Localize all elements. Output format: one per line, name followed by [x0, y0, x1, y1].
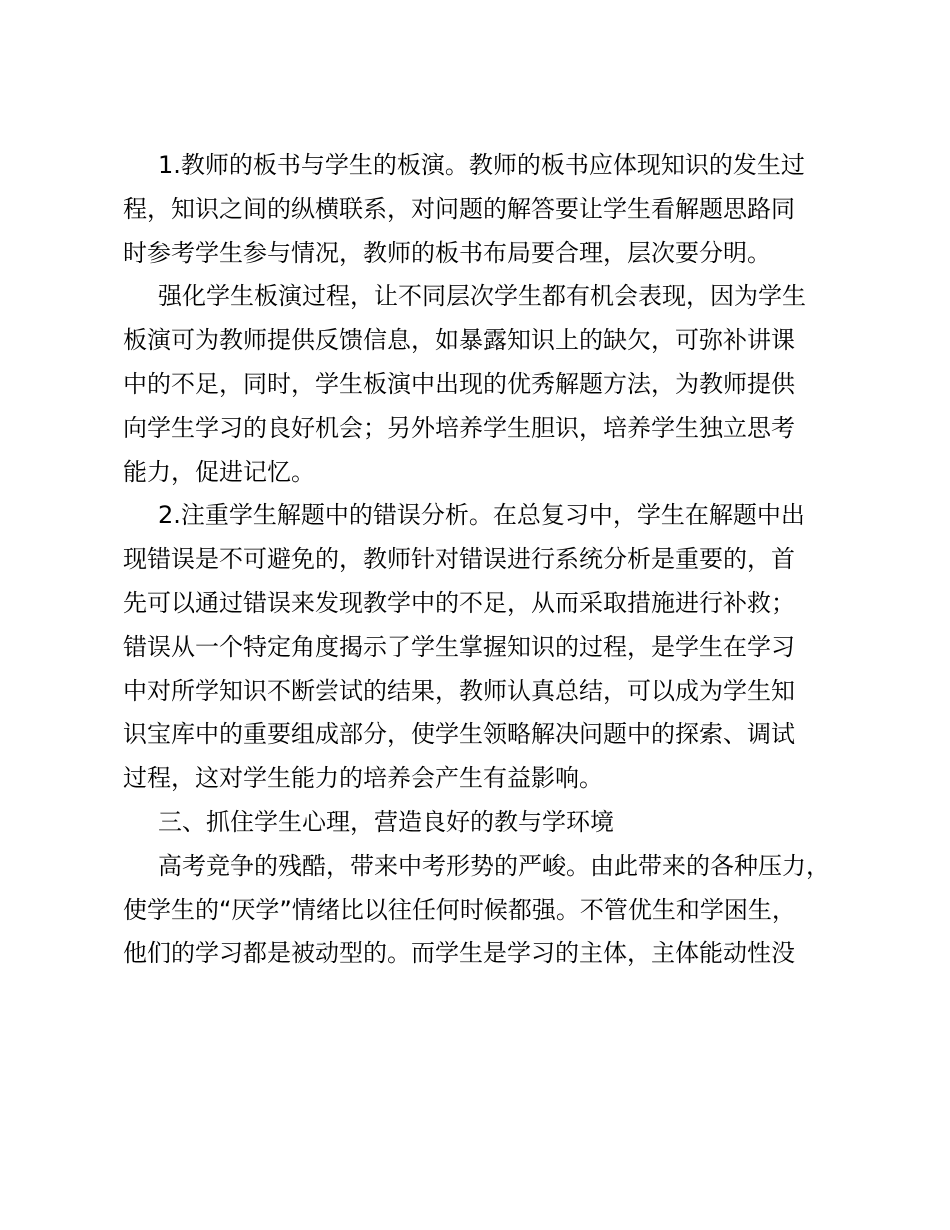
paragraph-3-line-1: 2.注重学生解题中的错误分析。在总复习中，学生在解题中出: [158, 501, 805, 530]
body-text: [123, 144, 835, 976]
paragraph-4-line-1: 高考竞争的残酷，带来中考形势的严峻。由此带来的各种压力，: [158, 851, 830, 880]
paragraph-3-line-3: 先可以通过错误来发现教学中的不足，从而采取措施进行补救；: [123, 588, 795, 617]
paragraph-3-line-4: 错误从一个特定角度揭示了学生掌握知识的过程，是学生在学习: [123, 632, 795, 661]
paragraph-1-line-2: 程，知识之间的纵横联系，对问题的解答要让学生看解题思路同: [123, 194, 795, 223]
paragraph-1-line-1: 1.教师的板书与学生的板演。教师的板书应体现知识的发生过: [158, 151, 805, 179]
paragraph-2-line-4: 向学生学习的良好机会；另外培养学生胆识，培养学生独立思考: [123, 413, 795, 442]
paragraph-3-line-2: 现错误是不可避免的，教师针对错误进行系统分析是重要的，首: [123, 545, 795, 574]
paragraph-2-line-1: 强化学生板演过程，让不同层次学生都有机会表现，因为学生: [158, 282, 806, 311]
paragraph-2-line-2: 板演可为教师提供反馈信息，如暴露知识上的缺欠，可弥补讲课: [123, 326, 795, 355]
paragraph-2-line-5: 能力，促进记忆。: [123, 457, 315, 486]
paragraph-1-line-3: 时参考学生参与情况，教师的板书布局要合理，层次要分明。: [123, 238, 771, 267]
paragraph-4-line-2: 使学生的“厌学”情绪比以往任何时候都强。不管优生和学困生，: [123, 895, 796, 924]
paragraph-3-line-7: 过程，这对学生能力的培养会产生有益影响。: [123, 764, 603, 793]
paragraph-4-line-3: 他们的学习都是被动型的。而学生是学习的主体，主体能动性没: [123, 939, 795, 968]
paragraph-3-line-5: 中对所学知识不断尝试的结果，教师认真总结，可以成为学生知: [123, 676, 795, 705]
section-heading: 三、抓住学生心理，营造良好的教与学环境: [158, 807, 614, 836]
paragraph-3-line-6: 识宝库中的重要组成部分，使学生领略解决问题中的探索、调试: [123, 720, 795, 749]
paragraph-2-line-3: 中的不足，同时，学生板演中出现的优秀解题方法，为教师提供: [123, 369, 795, 398]
